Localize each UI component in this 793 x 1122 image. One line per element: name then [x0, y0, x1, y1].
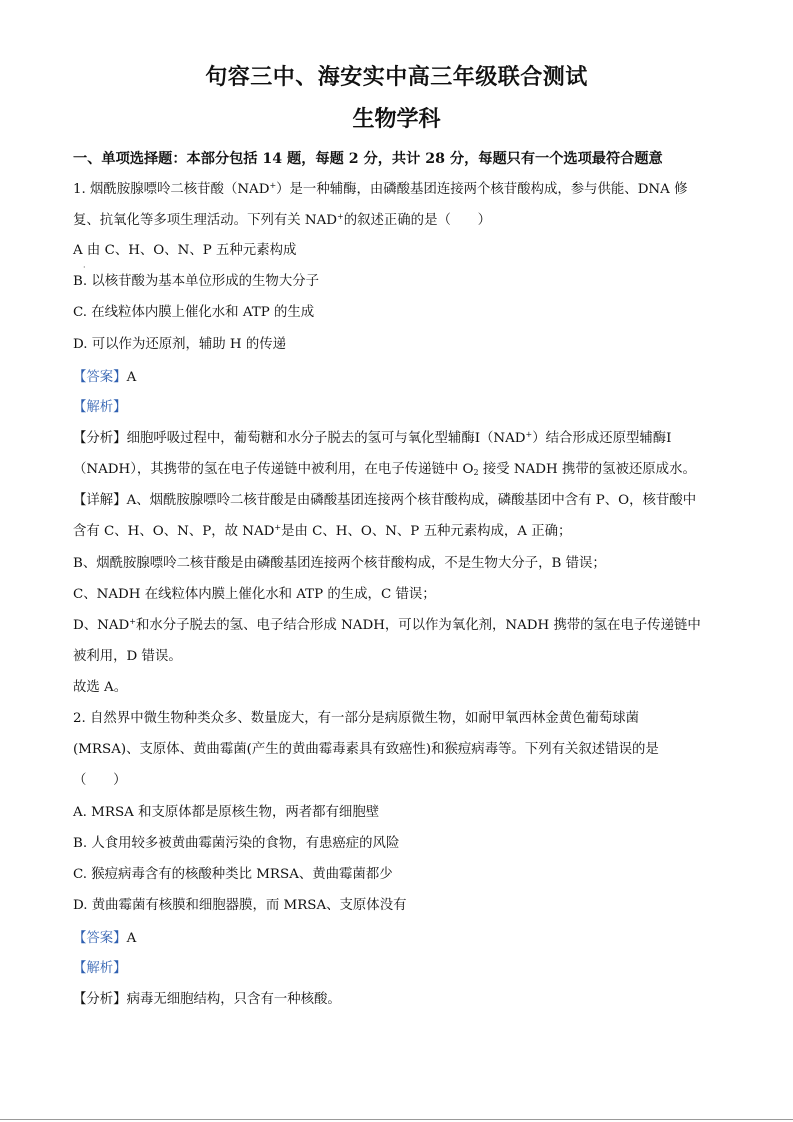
q1-xiangjie-d-line1: D、NAD+和水分子脱去的氢、电子结合形成 NADH，可以作为氧化剂，NADH 携带的氢在电子传递链中: [73, 617, 701, 633]
q2-option-c: C. 猴痘病毒含有的核酸种类比 MRSA、黄曲霉菌都少: [73, 867, 393, 882]
section-heading: 一、单项选择题：本部分包括 14 题，每题 2 分，共计 28 分，每题只有一个选项最符合题意: [73, 151, 663, 167]
q2-fenxi: 【分析】病毒无细胞结构，只含有一种核酸。: [73, 992, 341, 1007]
q1-option-b: B. 以核苷酸为基本单位形成的生物大分子: [73, 274, 319, 289]
q2-answer: 【答案】A: [73, 931, 137, 946]
q1-stem-line2: 复、抗氧化等多项生理活动。下列有关 NAD+的叙述正确的是（ ）: [73, 212, 492, 228]
stray-dot-mark: ·: [83, 263, 86, 272]
q2-option-b: B. 人食用较多被黄曲霉菌污染的食物，有患癌症的风险: [73, 836, 400, 851]
q1-xiangjie-c: C、NADH 在线粒体内膜上催化水和 ATP 的生成，C 错误；: [73, 587, 436, 602]
page-title: 句容三中、海安实中高三年级联合测试: [205, 64, 588, 90]
q1-option-a: A 由 C、H、O、N、P 五种元素构成: [73, 243, 297, 258]
q1-fenxi-line1: 【分析】细胞呼吸过程中，葡萄糖和水分子脱去的氢可与氧化型辅酶Ⅰ（NAD+）结合形成还原型辅酶Ⅰ: [73, 430, 672, 446]
q1-fenxi-line2: （NADH），其携带的氢在电子传递链中被利用，在电子传递链中 $O_2$ 接受 NADH 携带的氢被还原成水。: [73, 462, 696, 477]
q1-xiangjie-b: B、烟酰胺腺嘌呤二核苷酸是由磷酸基团连接两个核苷酸构成，不是生物大分子，B 错误；: [73, 556, 606, 571]
answer-tag: 【答案】: [73, 370, 127, 385]
q1-option-d: D. 可以作为还原剂，辅助 H 的传递: [73, 337, 287, 352]
q1-stem-line1: 1. 烟酰胺腺嘌呤二核苷酸（NAD+）是一种辅酶，由磷酸基团连接两个核苷酸构成，参与供能、DNA 修: [73, 181, 688, 197]
q1-conclusion: 故选 A。: [73, 680, 128, 695]
q1-xiangjie-line1: 【详解】A、烟酰胺腺嘌呤二核苷酸是由磷酸基团连接两个核苷酸构成，磷酸基团中含有 P、O，核苷酸中: [73, 493, 697, 508]
answer-tag: 【答案】: [73, 931, 127, 946]
q1-analysis-tag: 【解析】: [73, 400, 127, 415]
q1-answer: 【答案】A: [73, 370, 137, 385]
q2-stem-line3: （ ）: [73, 773, 127, 788]
q1-option-c: C. 在线粒体内膜上催化水和 ATP 的生成: [73, 305, 315, 320]
q1-xiangjie-line2: 含有 C、H、O、N、P，故 NAD+是由 C、H、O、N、P 五种元素构成，A 正确；: [73, 523, 572, 539]
q2-analysis-tag: 【解析】: [73, 961, 127, 976]
q2-option-a: A. MRSA 和支原体都是原核生物，两者都有细胞壁: [73, 805, 380, 820]
q2-stem-line1: 2. 自然界中微生物种类众多、数量庞大，有一部分是病原微生物，如耐甲氧西林金黄色葡萄球菌: [73, 711, 640, 726]
page-bottom-divider: [0, 1119, 793, 1120]
page-subtitle: 生物学科: [352, 106, 441, 132]
q2-stem-line2: (MRSA)、支原体、黄曲霉菌(产生的黄曲霉毒素具有致癌性)和猴痘病毒等。下列有关叙述错误的是: [73, 742, 659, 757]
q2-option-d: D. 黄曲霉菌有核膜和细胞器膜，而 MRSA、支原体没有: [73, 898, 407, 913]
q1-xiangjie-d-line2: 被利用，D 错误。: [73, 649, 182, 664]
